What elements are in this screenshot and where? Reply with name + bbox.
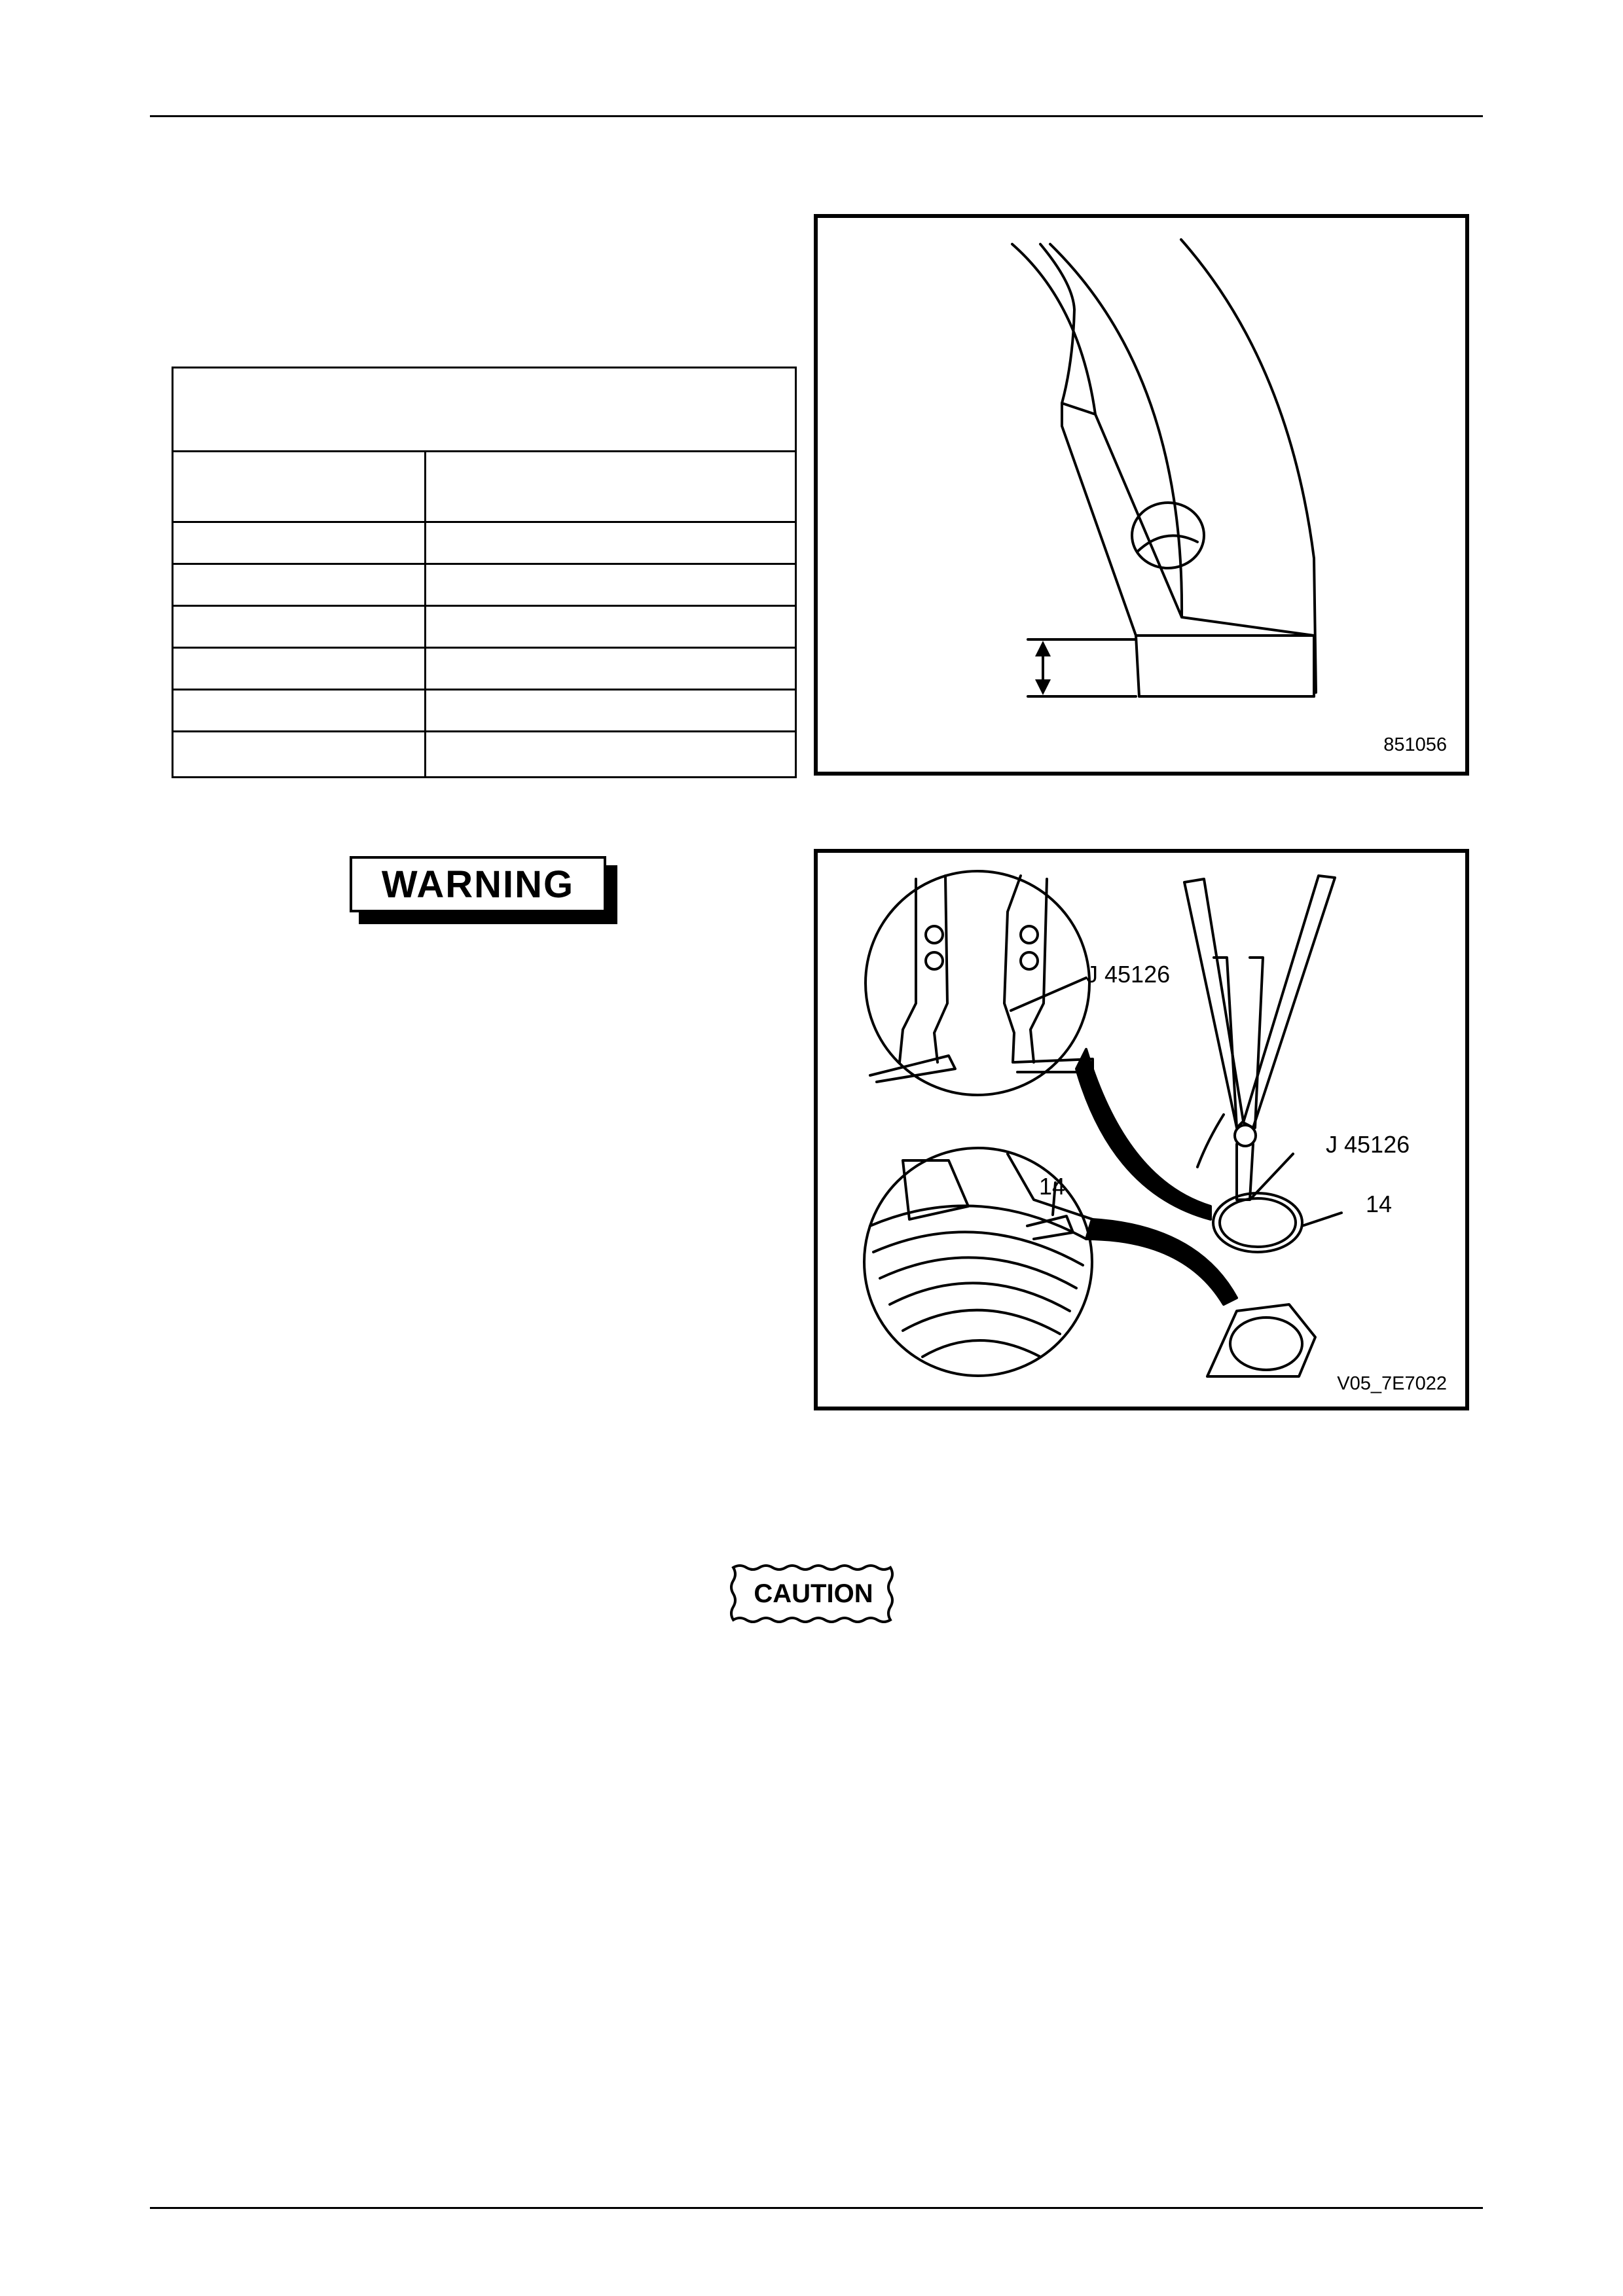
figure-code-label: 851056: [1383, 734, 1447, 755]
callout-tool-upper: J 45126: [1086, 961, 1171, 988]
table-row: [173, 605, 795, 607]
table-row: [173, 730, 795, 732]
caution-badge: [727, 1561, 900, 1626]
warning-badge: [350, 856, 617, 924]
table-row: [173, 563, 795, 565]
band-illustration: [818, 218, 1473, 780]
callout-tool-right: J 45126: [1326, 1131, 1410, 1158]
figure-band-thickness: [814, 214, 1469, 776]
table-row: [173, 689, 795, 691]
table-column-divider: [424, 450, 426, 776]
footer-rule: [150, 2207, 1483, 2209]
table-row: [173, 521, 795, 523]
figure-ring-removal: [814, 849, 1469, 1410]
badge-shadow: [359, 912, 617, 924]
caution-label: CAUTION: [754, 1579, 873, 1608]
figure-code-label: V05_7E7022: [1337, 1373, 1447, 1394]
table-row: [173, 450, 795, 452]
warning-label: WARNING: [350, 856, 606, 912]
header-rule: [150, 115, 1483, 117]
callout-ring-right: 14: [1366, 1191, 1393, 1217]
specification-table: [172, 367, 797, 778]
table-row: [173, 647, 795, 649]
callout-ring-lower: 14: [1039, 1173, 1066, 1200]
